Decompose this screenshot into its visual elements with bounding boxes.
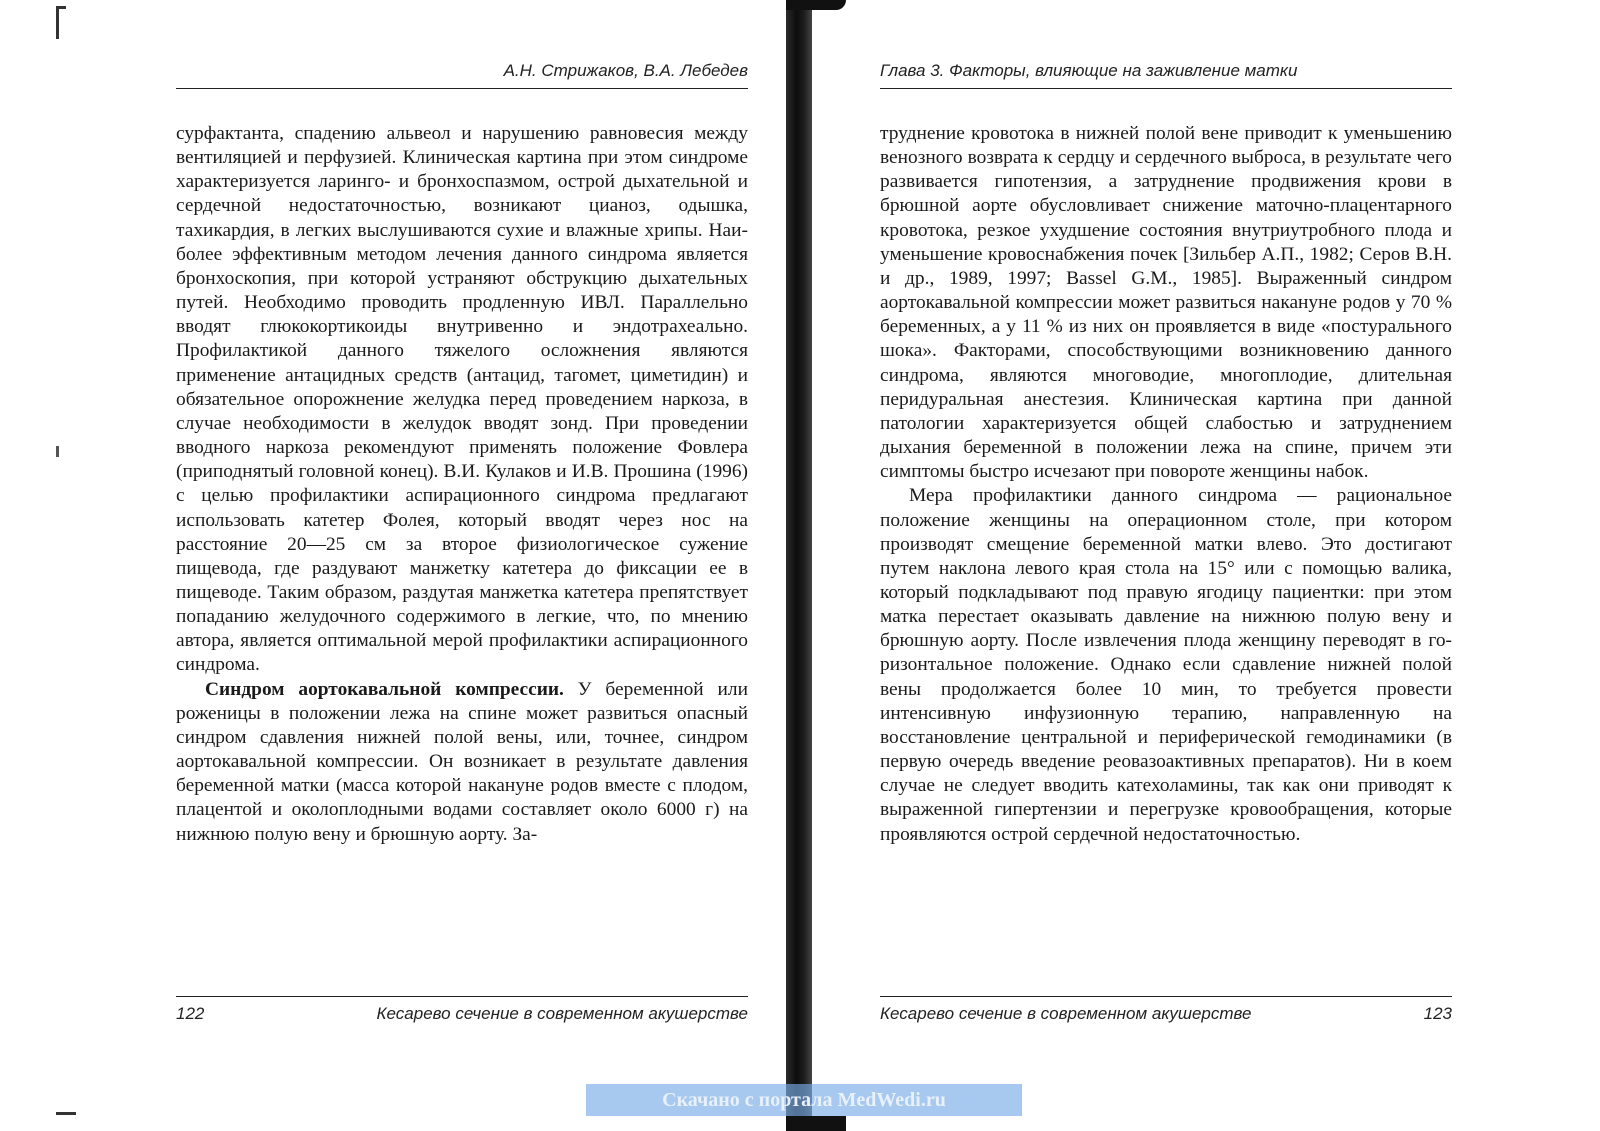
right-paragraph-2: Мера профилактики данного синдрома — рациональное положение женщины на операционном столе, при котором производят смещение беременной матки влево. Это достигают путем наклона левого края стола на 15° или с помощью валика, который подкладывают под правую ягодицу пациентки: при этом матка перестает оказывать давление на нижнюю полую вену и брюшную аорту. После извлечения плода женщину переводят в горизонтальное положение. Однако если сдавление нижней полой вены продолжается более 10 мин, то требуется провести интенсивную инфузионную терапию, направленную на восстановление центральной и периферической гемодинамики (в первую очередь введение реовазоактивных препаратов). Ни в коем случае не следует вводить катехоламины, так как они приводят к выраженной гипертензии и перегрузке кровообращения, которые проявляются острой сердечной недостаточностью. (880, 485, 1452, 845)
left-footer-title: Кесарево сечение в современном акушерстве (376, 1004, 748, 1023)
book-gutter-bottom (786, 1116, 846, 1131)
scan-edge-bottom-mark (56, 1112, 76, 1115)
left-body-text (176, 122, 748, 847)
watermark-link[interactable]: Скачано с портала MedWedi.ru (586, 1084, 1022, 1116)
right-paragraph-1: труднение кровотока в нижней полой вене приводит к уменьшению венозного возврата к сердцу и сердечного выброса, в результате чего развивается гипотензия, а затруднение продвижения крови в брюшной аорте обусловливает снижение маточно-плацентарного кровотока, резкое ухудшение состояния внутриутробного плода и уменьшение кровоснабжения почек [Зильбер А.П., 1982; Серов В.Н. и др., 1989, 1997; Bassel G.M., 1985]. Выраженный синдром аортокавальной компрессии может развиться накануне родов у 70 % беременных, а у 11 % из них он проявляется в виде «постурального шока». Факторами, способствующими возникновению данного синдрома, являются многоводие, многоплодие, длительная перидуральная анестезия. Клиническая картина при данной патологии характеризуется общей слабостью и затруднением дыхания беременной в положении лежа на спине, причем эти симптомы быстро исчезают при повороте женщины набок. (880, 123, 1452, 483)
book-gutter (786, 0, 812, 1131)
scan-edge-corner-mark (56, 6, 66, 9)
right-body-text (880, 122, 1452, 847)
left-footer (176, 996, 748, 1025)
left-page (176, 0, 748, 1131)
right-running-head: Глава 3. Факторы, влияющие на заживление матки (880, 60, 1452, 89)
left-paragraph-2 (176, 678, 748, 847)
section-heading-inline: Синдром аортокавальной компрессии. (205, 678, 564, 700)
left-paragraph-1: сурфактанта, спадению альвеол и нарушению равновесия между вентиляцией и перфузией. Клиническая картина при этом синдроме характеризуется ларинго- и бронхоспазмом, острой дыхательной и сердечной недостаточностью, возникают цианоз, одышка, тахикардия, в легких выслушиваются сухие и влажные хрипы. Наиболее эффективным методом лечения данного синдрома является бронхоскопия, при которой устраняют обструкцию дыхательных путей. Необходимо проводить продленную ИВЛ. Параллельно вводят глюкокортикоиды внутривенно и эндотрахеально. Профилактикой данного тяжелого осложнения являются применение антацидных средств (антацид, тагомет, циметидин) и обязательное опорожнение желудка перед проведением наркоза, в случае необходимости в желудок вводят зонд. При проведении вводного наркоза рекомендуют применять положение Фовлера (приподнятый головной конец). В.И. Кулаков и И.В. Прошина (1996) с целью профилактики аспирационного синдрома предлагают использовать катетер Фолея, который вводят через нос на расстояние 20—25 см за второе физиологическое сужение пищевода, где раздувают манжетку катетера до фиксации ее в пищеводе. Таким образом, раздутая манжетка катетера препятствует попаданию желудочного содержимого в легкие, что, по мнению автора, является оптимальной мерой профилактики аспирационного синдрома. (176, 123, 748, 676)
book-gutter-top (786, 0, 846, 10)
right-footer-title: Кесарево сечение в современном акушерстве (880, 1004, 1252, 1023)
left-running-head: А.Н. Стрижаков, В.А. Лебедев (176, 60, 748, 89)
right-page (880, 0, 1452, 1131)
right-page-number: 123 (1423, 1004, 1452, 1023)
left-page-number: 122 (176, 1004, 205, 1023)
scan-edge-mark (56, 6, 59, 1106)
right-footer (880, 996, 1452, 1025)
left-paragraph-2-text: У беременной или роженицы в положении лежа на спине может развиться опасный синдром сдавления нижней полой вены, или, точнее, синдром аортокавальной компрессии. Он возникает в результате давления беременной матки (масса которой накануне родов вместе с плодом, плацентой и околоплодными водами составляет около 6000 г) на нижнюю полую вену и брюшную аорту. За- (176, 678, 748, 845)
